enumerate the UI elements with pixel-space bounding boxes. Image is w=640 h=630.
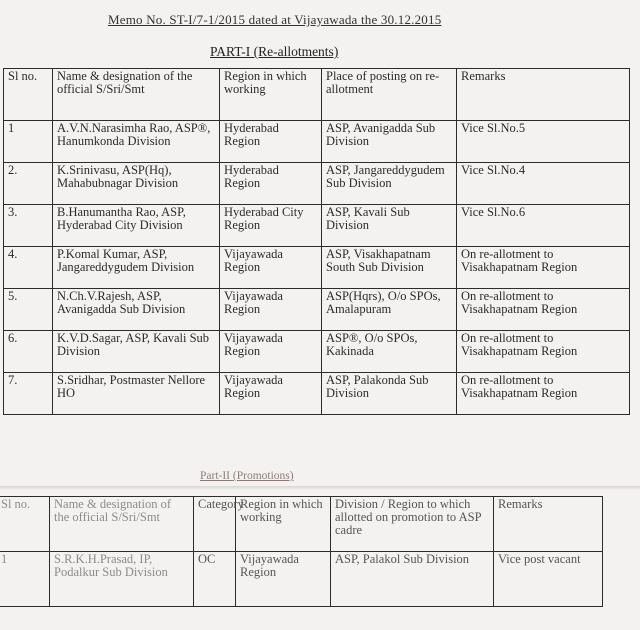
cell-name: A.V.N.Narasimha Rao, ASP®, Hanumkonda Division bbox=[53, 121, 220, 163]
cell-name: B.Hanumantha Rao, ASP, Hyderabad City Division bbox=[53, 205, 220, 247]
cell-posting: ASP, Jangareddygudem Sub Division bbox=[322, 163, 457, 205]
cell-name: K.Srinivasu, ASP(Hq), Mahabubnagar Division bbox=[53, 163, 220, 205]
cell-remarks: On re-allotment to Visakhapatnam Region bbox=[457, 289, 630, 331]
header-name: Name & designation of the official S/Sri/Smt bbox=[53, 69, 220, 121]
cell-posting: ASP(Hqrs), O/o SPOs, Amalapuram bbox=[322, 289, 457, 331]
cell-name: N.Ch.V.Rajesh, ASP, Avanigadda Sub Division bbox=[53, 289, 220, 331]
cell-division: ASP, Palakol Sub Division bbox=[331, 552, 494, 607]
table-row bbox=[4, 121, 630, 163]
cell-remarks: Vice Sl.No.5 bbox=[457, 121, 630, 163]
cell-category: OC bbox=[194, 552, 236, 607]
cell-remarks: On re-allotment to Visakhapatnam Region bbox=[457, 331, 630, 373]
part1-title: PART-I (Re-allotments) bbox=[210, 44, 339, 59]
cell-remarks: On re-allotment to Visakhapatnam Region bbox=[457, 373, 630, 415]
table-row bbox=[4, 289, 630, 331]
header-name: Name & designation of the official S/Sri/Smt bbox=[50, 497, 194, 552]
cell-sl: 5. bbox=[4, 289, 53, 331]
cell-region: Vijayawada Region bbox=[236, 552, 331, 607]
header-sl: Sl no. bbox=[4, 69, 53, 121]
cell-name: P.Komal Kumar, ASP, Jangareddygudem Division bbox=[53, 247, 220, 289]
table-row bbox=[4, 373, 630, 415]
cell-name: S.R.K.H.Prasad, IP, Podalkur Sub Division bbox=[50, 552, 194, 607]
memo-header: Memo No. ST-I/7-1/2015 dated at Vijayawada the 30.12.2015 bbox=[108, 12, 442, 27]
cell-posting: ASP, Palakonda Sub Division bbox=[322, 373, 457, 415]
cell-sl: 7. bbox=[4, 373, 53, 415]
page-fold-divider bbox=[0, 486, 640, 490]
cell-sl: 4. bbox=[4, 247, 53, 289]
cell-remarks: Vice Sl.No.6 bbox=[457, 205, 630, 247]
cell-sl: 1 bbox=[4, 121, 53, 163]
table-row bbox=[4, 247, 630, 289]
table-row bbox=[4, 331, 630, 373]
cell-region: Vijayawada Region bbox=[220, 331, 322, 373]
cell-region: Vijayawada Region bbox=[220, 373, 322, 415]
cell-sl: 3. bbox=[4, 205, 53, 247]
cell-region: Vijayawada Region bbox=[220, 247, 322, 289]
header-sl: Sl no. bbox=[0, 497, 50, 552]
cell-name: K.V.D.Sagar, ASP, Kavali Sub Division bbox=[53, 331, 220, 373]
header-posting: Place of posting on re-allotment bbox=[322, 69, 457, 121]
header-category: Category bbox=[194, 497, 236, 552]
cell-sl: 1 bbox=[0, 552, 50, 607]
header-region: Region in which working bbox=[220, 69, 322, 121]
cell-region: Hyderabad City Region bbox=[220, 205, 322, 247]
part2-title: Part-II (Promotions) bbox=[200, 470, 294, 482]
cell-remarks: Vice post vacant bbox=[494, 552, 603, 607]
table-header-row bbox=[4, 69, 630, 121]
cell-name: S.Sridhar, Postmaster Nellore HO bbox=[53, 373, 220, 415]
reallotment-table bbox=[3, 68, 630, 415]
cell-posting: ASP®, O/o SPOs, Kakinada bbox=[322, 331, 457, 373]
header-region: Region in which working bbox=[236, 497, 331, 552]
cell-sl: 6. bbox=[4, 331, 53, 373]
table-row bbox=[0, 552, 603, 607]
cell-posting: ASP, Visakhapatnam South Sub Division bbox=[322, 247, 457, 289]
header-division: Division / Region to which allotted on promotion to ASP cadre bbox=[331, 497, 494, 552]
cell-region: Hyderabad Region bbox=[220, 163, 322, 205]
cell-remarks: Vice Sl.No.4 bbox=[457, 163, 630, 205]
cell-remarks: On re-allotment to Visakhapatnam Region bbox=[457, 247, 630, 289]
table-header-row bbox=[0, 497, 603, 552]
promotion-table bbox=[0, 496, 603, 607]
cell-posting: ASP, Avanigadda Sub Division bbox=[322, 121, 457, 163]
table-row bbox=[4, 205, 630, 247]
header-remarks: Remarks bbox=[494, 497, 603, 552]
cell-posting: ASP, Kavali Sub Division bbox=[322, 205, 457, 247]
cell-sl: 2. bbox=[4, 163, 53, 205]
cell-region: Hyderabad Region bbox=[220, 121, 322, 163]
cell-region: Vijayawada Region bbox=[220, 289, 322, 331]
table-row bbox=[4, 163, 630, 205]
header-remarks: Remarks bbox=[457, 69, 630, 121]
